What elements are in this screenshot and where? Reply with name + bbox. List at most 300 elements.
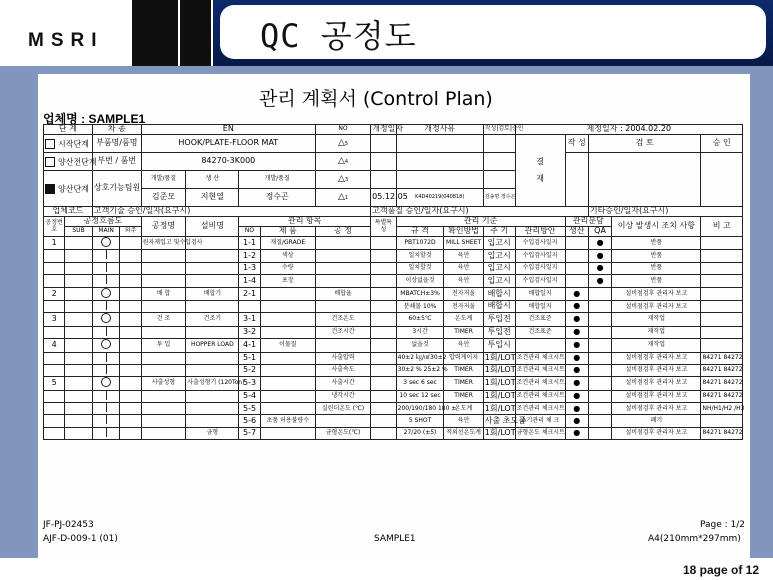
- cell-name: [141, 427, 186, 439]
- flow-cell: [65, 262, 93, 274]
- cell-process: 냉각시간: [315, 390, 370, 402]
- flow-cell: [92, 300, 120, 312]
- cell-equip: [186, 275, 239, 287]
- cell-equip: 건조기: [186, 313, 239, 326]
- cell-remark: [701, 262, 743, 274]
- flow-cell: [371, 275, 396, 287]
- cell-remark: [701, 275, 743, 287]
- cell-spec: PBT1072D: [396, 237, 444, 250]
- cell-spec: MBATCH±3%: [396, 287, 444, 300]
- flow-cell: [65, 352, 93, 364]
- sign-review: 검 토: [588, 135, 701, 153]
- flow-cell: [65, 415, 93, 427]
- flow-cell: [371, 364, 396, 376]
- created-date: 제정일자 : 2004.02.20: [515, 125, 742, 135]
- flow-cell: [120, 300, 141, 312]
- cell-action: 설비점검후 관리자 보고: [612, 364, 701, 376]
- flow-cell: [120, 364, 141, 376]
- cell-plan: 조건관리 체크시트: [515, 390, 565, 402]
- cell-cycle: 배합시: [483, 287, 515, 300]
- flow-cell: [92, 427, 120, 439]
- cell-check: 온도계: [444, 313, 483, 326]
- part-no-label: 부번 / 품번: [92, 153, 141, 171]
- cell-name: [141, 275, 186, 287]
- cell-name: [141, 415, 186, 427]
- flow-cell: [65, 377, 93, 390]
- triangle-icon: △: [337, 155, 345, 166]
- cell-proc: [44, 300, 65, 312]
- cell-check: 육안: [444, 415, 483, 427]
- cell-equip: [186, 300, 239, 312]
- cell-plan: 수입검사일지: [515, 237, 565, 250]
- cell-cycle: 입고시: [483, 250, 515, 262]
- cell-qa: [588, 415, 611, 427]
- control-plan-table: [43, 124, 743, 440]
- rev-5: △5: [315, 135, 370, 153]
- cell-no: 5-4: [239, 390, 260, 402]
- cust-quality-approval: 고객품질 승인/일자(요구시): [371, 207, 589, 217]
- flow-line: [106, 415, 107, 424]
- cell-process: 건조온도: [315, 313, 370, 326]
- cell-proc: [44, 427, 65, 439]
- title-box: [213, 0, 773, 66]
- flow-cell: [371, 262, 396, 274]
- cell-process: 사출속도: [315, 364, 370, 376]
- col-sub: SUB: [65, 227, 93, 237]
- flow-line: [106, 353, 107, 362]
- table-row: [44, 364, 743, 376]
- cell-plan: 조건관리 체크시트: [515, 352, 565, 364]
- cell-product: [260, 287, 315, 300]
- process-circle-icon: [101, 377, 111, 387]
- flow-cell: [65, 403, 93, 415]
- approval-mark: 결 재: [515, 135, 565, 207]
- flow-cell: [92, 352, 120, 364]
- cell-remark: [701, 313, 743, 326]
- flow-cell: [371, 339, 396, 352]
- cell-prod: ●: [565, 326, 588, 338]
- cell-process: 금형온도(℃): [315, 427, 370, 439]
- cell-process: [315, 300, 370, 312]
- cell-name: [141, 364, 186, 376]
- cell-prod: ●: [565, 287, 588, 300]
- flow-line: [106, 391, 107, 400]
- checkbox-icon: [45, 139, 55, 149]
- cell-product: [260, 377, 315, 390]
- cell-product: 수량: [260, 262, 315, 274]
- cell-process: 실린더온도 (℃): [315, 403, 370, 415]
- cell-plan: 배합일지: [515, 300, 565, 312]
- cell-action: 설비점검후 관리자 보고: [612, 403, 701, 415]
- cell-action: 재작업: [612, 313, 701, 326]
- cell-check: TIMER: [444, 326, 483, 338]
- cell-action: 설비점검후 관리자 보고: [612, 287, 701, 300]
- cell-product: 이물질: [260, 339, 315, 352]
- slide-page-number: 18 page of 12: [682, 563, 759, 577]
- flow-cell: [65, 275, 93, 287]
- flow-line: [106, 275, 107, 284]
- cell-proc: 2: [44, 287, 65, 300]
- col-plan: 관리방안: [515, 227, 565, 237]
- cell-equip: [186, 364, 239, 376]
- cell-equip: 사출성형기 (120Ton): [186, 377, 239, 390]
- table-row: [44, 262, 743, 274]
- cell-prod: ●: [565, 415, 588, 427]
- company-name: 업체명 : SAMPLE1: [43, 112, 146, 126]
- table-row: [44, 300, 743, 312]
- cell-plan: [515, 339, 565, 352]
- flow-cell: [120, 415, 141, 427]
- flow-cell: [65, 427, 93, 439]
- cell-cycle: 투입전: [483, 326, 515, 338]
- cell-remark: 84271 84272: [701, 364, 743, 376]
- cell-proc: 5: [44, 377, 65, 390]
- table-row: [44, 326, 743, 338]
- other-approval: 기타승인/일자(요구시): [588, 207, 742, 217]
- cell-no: 1-1: [239, 237, 260, 250]
- cell-qa: [588, 300, 611, 312]
- flow-cell: [371, 427, 396, 439]
- cell-plan: 조건관리 체크시트: [515, 403, 565, 415]
- cell-equip: [186, 415, 239, 427]
- cell-process: [315, 237, 370, 250]
- col-remark: 비 고: [701, 217, 743, 237]
- cell-no: 5-1: [239, 352, 260, 364]
- rev-1: △1: [315, 189, 370, 207]
- cell-prod: ●: [565, 313, 588, 326]
- cell-product: [260, 364, 315, 376]
- table-row: [44, 313, 743, 326]
- cell-check: TIMER: [444, 377, 483, 390]
- cell-check: TIMER: [444, 390, 483, 402]
- cell-plan: 건조표준: [515, 326, 565, 338]
- cell-prod: ●: [565, 427, 588, 439]
- cell-prod: [565, 275, 588, 287]
- flow-cell: [120, 287, 141, 300]
- cell-cycle: 입고시: [483, 275, 515, 287]
- flow-line: [106, 403, 107, 412]
- flow-cell: [120, 377, 141, 390]
- team-label: 상호기능팀원: [92, 171, 141, 207]
- control-plan-rows: [44, 237, 743, 440]
- flow-cell: [120, 352, 141, 364]
- cell-proc: 1: [44, 237, 65, 250]
- flow-cell: [92, 326, 120, 338]
- col-mgmt-items: 관리 항목: [239, 217, 371, 227]
- cell-proc: [44, 364, 65, 376]
- cell-remark: NH/H1/H2 /H3: [701, 403, 743, 415]
- col-action: 이상 발생시 조치 사항: [612, 217, 701, 237]
- cell-cycle: 투입전: [483, 313, 515, 326]
- col-out: 외주: [120, 227, 141, 237]
- prod-name: 지현열: [186, 189, 239, 207]
- prod-label: 생 산: [186, 171, 239, 189]
- process-circle-icon: [101, 237, 111, 247]
- flow-cell: [92, 339, 120, 352]
- flow-cell: [371, 250, 396, 262]
- cell-qa: [588, 364, 611, 376]
- cell-cycle: 배합시: [483, 300, 515, 312]
- flow-cell: [92, 262, 120, 274]
- cell-name: [141, 326, 186, 338]
- cell-proc: 3: [44, 313, 65, 326]
- flow-cell: [371, 300, 396, 312]
- dev-name: 김준모: [141, 189, 186, 207]
- table-row: [44, 427, 743, 439]
- code-header: 업체코드: [44, 207, 93, 217]
- header-block-right: [180, 0, 211, 66]
- cell-name: [141, 262, 186, 274]
- cell-cycle: 1회/LOT: [483, 403, 515, 415]
- table-row: [44, 237, 743, 250]
- cell-proc: [44, 326, 65, 338]
- flow-line: [106, 327, 107, 336]
- slide-header: [0, 0, 773, 68]
- cell-remark: 84271 84272: [701, 352, 743, 364]
- flow-cell: [92, 403, 120, 415]
- cell-action: 폐기: [612, 415, 701, 427]
- cell-plan: 수입검사일지: [515, 275, 565, 287]
- cell-no: 3-2: [239, 326, 260, 338]
- cell-plan: 수입검사일지: [515, 250, 565, 262]
- cell-check: 육안: [444, 262, 483, 274]
- cell-prod: ●: [565, 364, 588, 376]
- slide-footer: [0, 558, 773, 580]
- flow-line: [106, 365, 107, 374]
- flow-cell: [92, 390, 120, 402]
- col-check: 확인방법: [444, 227, 483, 237]
- flow-cell: [65, 237, 93, 250]
- cell-spec: 5 SHOT: [396, 415, 444, 427]
- slide-title: QC 공정도: [260, 17, 417, 55]
- cell-remark: 84271 84272: [701, 427, 743, 439]
- cell-qa: [588, 287, 611, 300]
- table-row: [44, 377, 743, 390]
- checked-box-icon: [45, 184, 55, 194]
- col-equip: 설비명: [186, 217, 239, 237]
- cell-name: [141, 403, 186, 415]
- cell-equip: [186, 262, 239, 274]
- flow-cell: [371, 237, 396, 250]
- cell-name: 투 입: [141, 339, 186, 352]
- cell-qa: [588, 427, 611, 439]
- process-circle-icon: [101, 313, 111, 323]
- cell-qa: ●: [588, 262, 611, 274]
- cell-check: 압력게이지: [444, 352, 483, 364]
- sign-approve: 승 인: [701, 135, 743, 153]
- cell-qa: [588, 313, 611, 326]
- cell-action: 설비점검후 관리자 보고: [612, 427, 701, 439]
- table-row: [44, 339, 743, 352]
- cell-prod: ●: [565, 377, 588, 390]
- cell-no: 2-1: [239, 287, 260, 300]
- doc-paper-size: A4(210mm*297mm): [648, 534, 741, 544]
- cell-qa: [588, 377, 611, 390]
- rev-date-header: 개정일자: [372, 124, 404, 134]
- cell-product: [260, 313, 315, 326]
- cell-check: TIMER: [444, 364, 483, 376]
- cell-plan: 초기관리 체 크: [515, 415, 565, 427]
- cell-prod: ●: [565, 339, 588, 352]
- col-qa: QA: [588, 227, 611, 237]
- cell-equip: HOPPER LOAD: [186, 339, 239, 352]
- cell-remark: [701, 250, 743, 262]
- cell-spec: 일치할것: [396, 250, 444, 262]
- cell-process: [315, 415, 370, 427]
- stage-start: 시작단계: [44, 135, 93, 153]
- col-special: 특별특성: [371, 217, 396, 237]
- cell-name: [141, 250, 186, 262]
- cell-qa: [588, 326, 611, 338]
- cell-prod: [565, 262, 588, 274]
- cell-plan: 금형온도 체크시트: [515, 427, 565, 439]
- no-header: NO: [315, 125, 370, 135]
- rev-4: △4: [315, 153, 370, 171]
- flow-cell: [371, 326, 396, 338]
- cell-spec: 일치할것: [396, 262, 444, 274]
- cell-action: 재작업: [612, 339, 701, 352]
- cell-check: 육안: [444, 275, 483, 287]
- col-resp: 관리분담: [565, 217, 612, 227]
- flow-cell: [92, 377, 120, 390]
- flow-cell: [92, 237, 120, 250]
- table-row: [44, 275, 743, 287]
- cell-cycle: 1회/LOT: [483, 364, 515, 376]
- cell-process: [315, 275, 370, 287]
- cell-spec: 27/20 (±5): [396, 427, 444, 439]
- process-circle-icon: [101, 288, 111, 298]
- cell-process: [315, 339, 370, 352]
- checkbox-icon: [45, 157, 55, 167]
- flow-cell: [371, 390, 396, 402]
- cell-cycle: 사출 초도품: [483, 415, 515, 427]
- flow-cell: [371, 415, 396, 427]
- triangle-icon: △: [337, 137, 345, 148]
- cell-no: 3-1: [239, 313, 260, 326]
- flow-cell: [120, 250, 141, 262]
- flow-cell: [120, 275, 141, 287]
- cell-action: 반품: [612, 275, 701, 287]
- rev1-signs: 김송명 정수곤: [483, 189, 515, 207]
- flow-line: [106, 263, 107, 272]
- cell-prod: ●: [565, 390, 588, 402]
- cell-equip: 배합기: [186, 287, 239, 300]
- cell-remark: [701, 300, 743, 312]
- col-no: NO: [239, 227, 260, 237]
- cell-action: 설비점검후 관리자 보고: [612, 390, 701, 402]
- cell-equip: [186, 403, 239, 415]
- cell-proc: [44, 415, 65, 427]
- part-name: HOOK/PLATE-FLOOR MAT: [141, 135, 315, 153]
- dev-label: 개발/품질: [141, 171, 186, 189]
- cell-product: [260, 390, 315, 402]
- stage-preprod: 양산전단계: [44, 153, 93, 171]
- flow-cell: [92, 364, 120, 376]
- cell-spec: 40±2 ㎏/㎠30±2: [396, 352, 444, 364]
- cell-equip: [186, 326, 239, 338]
- cell-product: [260, 300, 315, 312]
- col-mgmt-std: 관리 기준: [396, 217, 565, 227]
- cell-remark: [701, 237, 743, 250]
- title-panel: [220, 5, 766, 59]
- cell-no: 5-7: [239, 427, 260, 439]
- cell-name: [141, 390, 186, 402]
- cell-product: 포장: [260, 275, 315, 287]
- control-plan-document: [38, 74, 750, 558]
- cell-spec: 없을것: [396, 339, 444, 352]
- cell-spec: 10 sec 12 sec: [396, 390, 444, 402]
- cell-proc: [44, 403, 65, 415]
- flow-cell: [120, 403, 141, 415]
- table-row: [44, 250, 743, 262]
- cell-spec: 분쇄물 10%: [396, 300, 444, 312]
- cell-check: 온도계: [444, 403, 483, 415]
- cell-product: [260, 326, 315, 338]
- rev-reason-header: 개정사유: [396, 125, 483, 135]
- cell-prod: [565, 237, 588, 250]
- cell-cycle: 1회/LOT: [483, 377, 515, 390]
- cell-check: 육안: [444, 250, 483, 262]
- cell-proc: [44, 250, 65, 262]
- flow-cell: [65, 326, 93, 338]
- cell-prod: ●: [565, 300, 588, 312]
- cell-no: 1-3: [239, 262, 260, 274]
- cell-cycle: 입고시: [483, 237, 515, 250]
- flow-cell: [65, 287, 93, 300]
- stage-mass: 양산단계: [44, 171, 93, 207]
- triangle-icon: △: [337, 173, 345, 184]
- cell-spec: 60±5℃: [396, 313, 444, 326]
- cell-qa: [588, 390, 611, 402]
- flow-cell: [120, 262, 141, 274]
- flow-cell: [120, 326, 141, 338]
- cell-cycle: 투입시: [483, 339, 515, 352]
- cell-proc: [44, 352, 65, 364]
- cell-product: [260, 352, 315, 364]
- msri-logo: MSRI: [28, 30, 104, 51]
- cell-qa: [588, 339, 611, 352]
- flow-line: [106, 250, 107, 259]
- cell-action: 설비점검후 관리자 보고: [612, 352, 701, 364]
- col-main: MAIN: [92, 227, 120, 237]
- cell-check: 전자저울: [444, 287, 483, 300]
- table-row: [44, 390, 743, 402]
- col-spec: 규 격: [396, 227, 444, 237]
- flow-line: [106, 301, 107, 310]
- table-row: [44, 415, 743, 427]
- cell-qa: [588, 403, 611, 415]
- cell-name: 사출성형: [141, 377, 186, 390]
- flow-cell: [92, 275, 120, 287]
- flow-cell: [65, 364, 93, 376]
- cell-process: 배합율: [315, 287, 370, 300]
- cell-remark: 84271 84272: [701, 377, 743, 390]
- cell-no: [239, 300, 260, 312]
- cell-equip: [186, 352, 239, 364]
- flow-cell: [65, 300, 93, 312]
- cell-product: 색상: [260, 250, 315, 262]
- table-row: [44, 352, 743, 364]
- flow-cell: [65, 250, 93, 262]
- cell-plan: 수입검사일지: [515, 262, 565, 274]
- flow-cell: [120, 339, 141, 352]
- cell-product: [260, 427, 315, 439]
- cell-product: [260, 403, 315, 415]
- document-title: 관리 계획서 (Control Plan): [259, 88, 493, 110]
- item-header: 차 종: [92, 125, 141, 135]
- header-block-left: [132, 0, 178, 66]
- cell-check: 육안: [444, 339, 483, 352]
